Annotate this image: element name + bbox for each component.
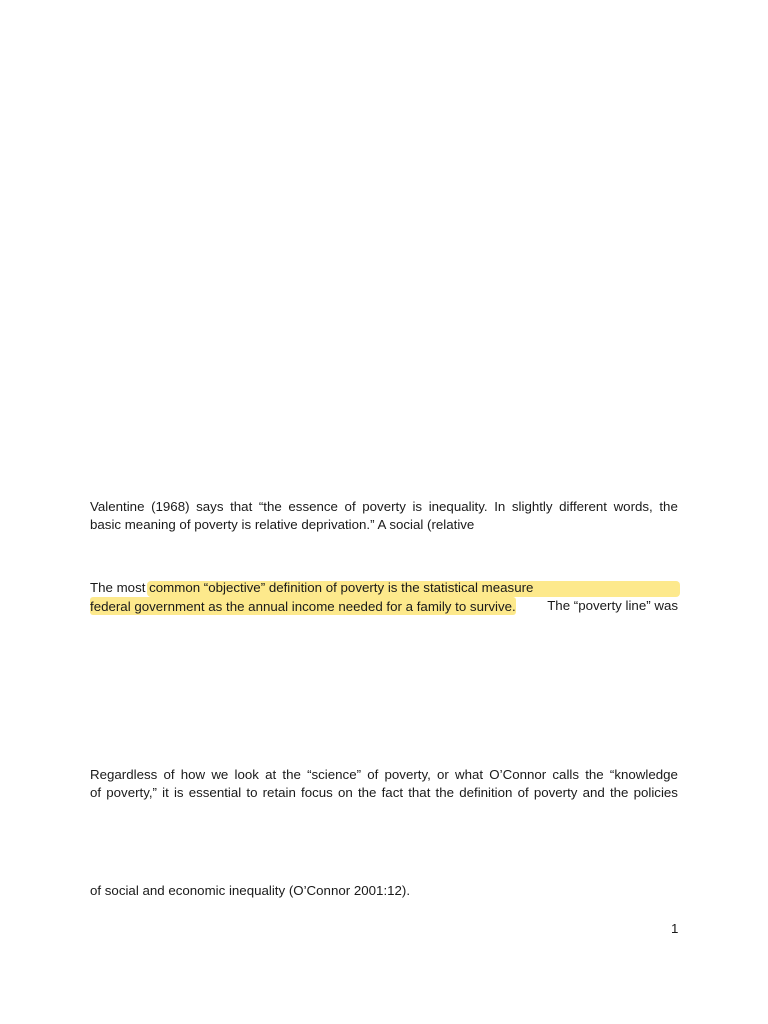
highlighted-text-1: common “objective” definition of poverty is the statistical measure	[145, 580, 534, 595]
paragraph-2-line-1-before: The most	[90, 580, 146, 595]
paragraph-3-line-2: of poverty,” it is essential to retain focus on the fact that the definition of poverty and the policies	[90, 785, 678, 800]
paragraph-4-line-1: of social and economic inequality (O’Connor 2001:12).	[90, 883, 411, 898]
paragraph-1-line-2: basic meaning of poverty is relative deprivation.” A social (relative	[90, 517, 475, 532]
paragraph-2-line-2	[90, 597, 678, 615]
page-number: 1	[671, 921, 679, 936]
paragraph-1-line-1: Valentine (1968) says that “the essence of poverty is inequality. In slightly different words, the	[90, 499, 678, 514]
paragraph-2-line-2-after: The “poverty line” was	[547, 598, 678, 613]
paragraph-3-line-1: Regardless of how we look at the “science” of poverty, or what O’Connor calls the “knowledge	[90, 767, 678, 782]
highlighted-text-2: federal government as the annual income needed for a family to survive.	[90, 599, 516, 614]
paragraph-2-line-1	[90, 579, 533, 597]
